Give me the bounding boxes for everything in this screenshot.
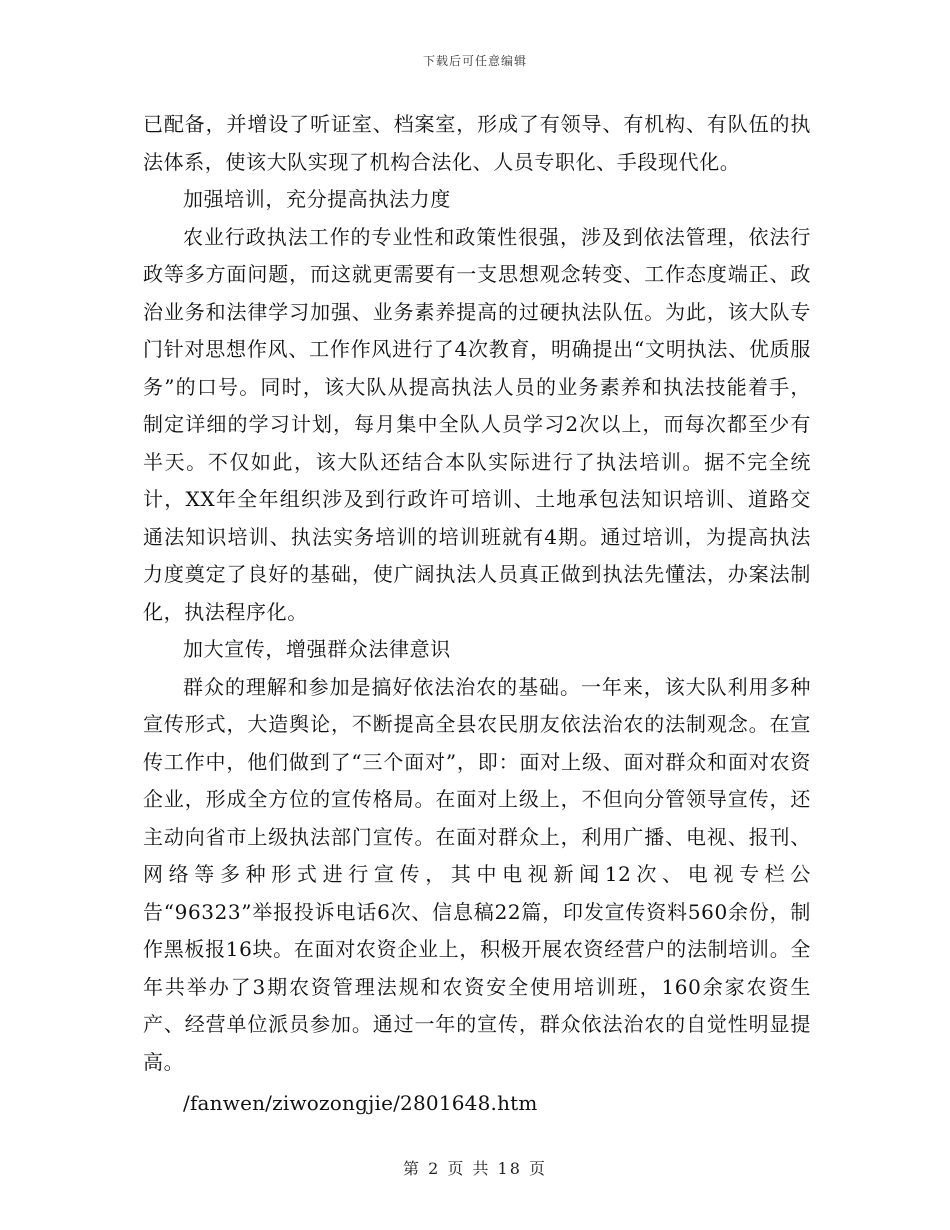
section-heading-training: 加强培训，充分提高执法力度 xyxy=(183,187,451,211)
section-heading-publicity: 加大宣传，增强群众法律意识 xyxy=(183,637,451,661)
paragraph-publicity: 群众的理解和参加是搞好依法治农的基础。一年来，该大队利用多种宣传形式，大造舆论，不断提高全县农民朋友依法治农的法制观念。在宣传工作中，他们做到了“三个面对”，即：面对上级、面对群众和面对农资企业，形成全方位的宣传格局。在面对上级上，不但向分管领导宣传，还主动向省市上级执法部门宣传。在面对群众上，利用广播、电视、报刊、网络等多种形式进行宣传，其中电视新闻12次、电视专栏公告“96323”举报投诉电话6次、信息稿22篇，印发宣传资料560余份，制作黑板报16块。在面对农资企业上，积极开展农资经营户的法制培训。全年共举办了3期农资管理法规和农资安全使用培训班，160余家农资生产、经营单位派员参加。通过一年的宣传，群众依法治农的自觉性明显提高。 xyxy=(143,674,811,1074)
source-url: /fanwen/ziwozongjie/2801648.htm xyxy=(183,1091,538,1115)
paragraph-training: 农业行政执法工作的专业性和政策性很强，涉及到依法管理，依法行政等多方面问题，而这就更需要有一支思想观念转变、工作态度端正、政治业务和法律学习加强、业务素养提高的过硬执法队伍。为此，该大队专门针对思想作风、工作作风进行了4次教育，明确提出“文明执法、优质服务”的口号。同时，该大队从提高执法人员的业务素养和执法技能着手，制定详细的学习计划，每月集中全队人员学习2次以上，而每次都至少有半天。不仅如此，该大队还结合本队实际进行了执法培训。据不完全统计，XX年全年组织涉及到行政许可培训、土地承包法知识培训、道路交通法知识培训、执法实务培训的培训班就有4期。通过培训，为提高执法力度奠定了良好的基础，使广阔执法人员真正做到执法先懂法，办案法制化，执法程序化。 xyxy=(143,224,811,624)
page-number-footer: 第 2 页 共 18 页 xyxy=(403,1159,547,1178)
document-body xyxy=(143,106,811,1123)
page-header: 下载后可任意编辑 xyxy=(422,54,527,68)
paragraph-continued: 已配备，并增设了听证室、档案室，形成了有领导、有机构、有队伍的执法体系，使该大队实现了机构合法化、人员专职化、手段现代化。 xyxy=(143,112,811,174)
